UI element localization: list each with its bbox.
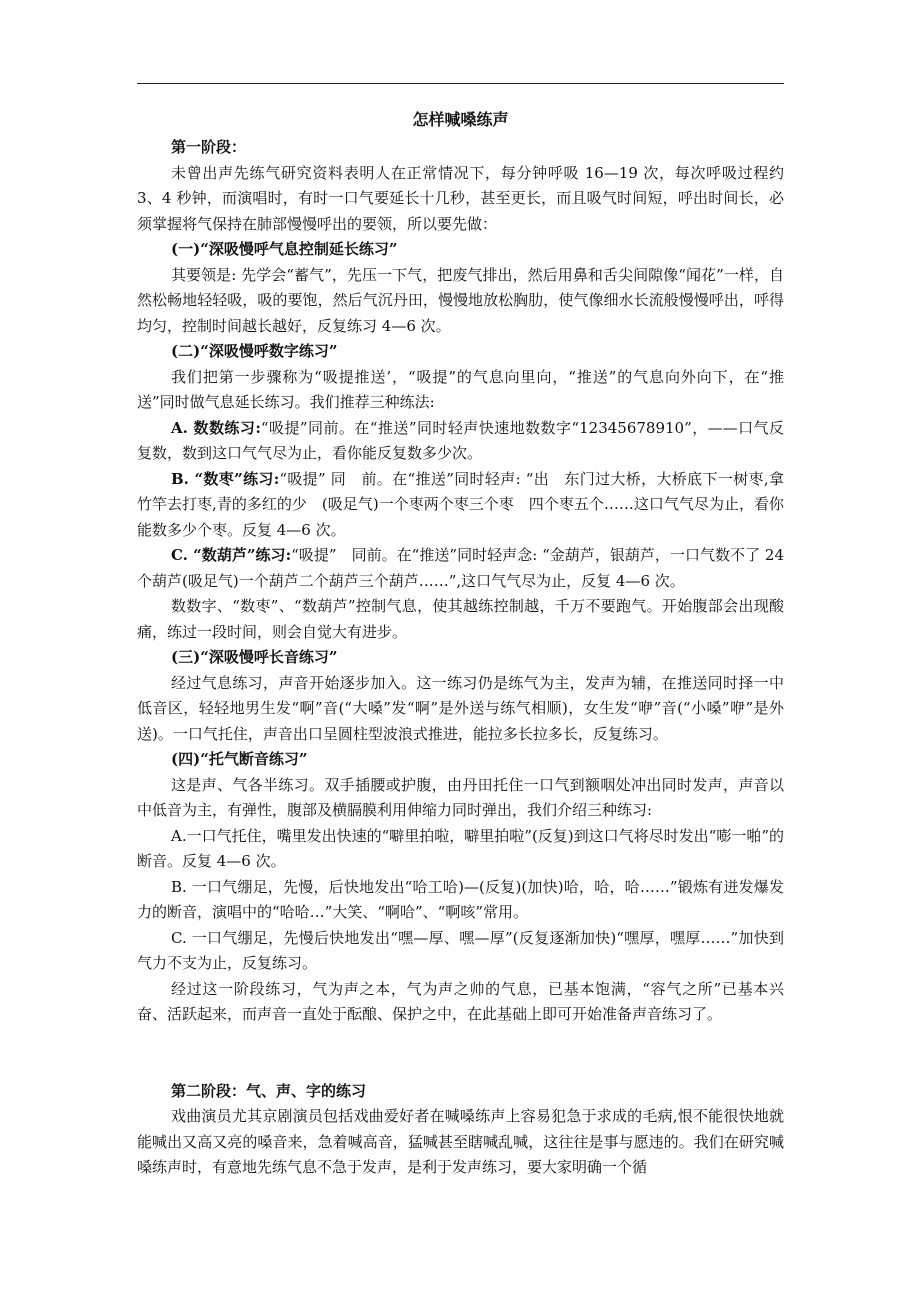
exercise-b-label: B. “数枣”练习:	[171, 469, 280, 488]
section3-body: 经过气息练习，声音开始逐步加入。这一练习仍是练气为主，发声为辅，在推送同时择一中低音区，轻轻地男生发“啊”音(“大嗓”发“啊”是外送与练气相顺)，女生发“咿”音(“小嗓”咿”是外送)。一口气托住，声音出口呈圆柱型波浪式推进，能拉多长拉多长，反复练习。	[137, 673, 784, 743]
section2-heading: (二)“深吸慢呼数字练习”	[171, 342, 338, 360]
exercise-b-paragraph	[137, 467, 784, 544]
stage1-intro: 未曾出声先练气研究资料表明人在正常情况下，每分钟呼吸 16—19 次，每次呼吸过程约 3、4 秒钟，而演唱时，有时一口气要延长十几秒，甚至更长，而且吸气时间短，呼出时间长，必须掌握将气保持在肺部慢慢呼出的要领，所以要先做：	[137, 163, 784, 233]
stage1-conclusion: 经过这一阶段练习，气为声之本，气为声之帅的气息，已基本饱满，“容气之所”已基本兴奋、活跃起来，而声音一直处于酝酿、保护之中，在此基础上即可开始准备声音练习了。	[137, 979, 784, 1023]
section4-intro: 这是声、气各半练习。双手插腰或护腹，由丹田托住一口气到额咽处冲出同时发声，声音以中低音为主，有弹性，腹部及横膈膜利用伸缩力同时弹出，我们介绍三种练习:	[137, 775, 784, 819]
section1-heading: (一)“深吸慢呼气息控制延长练习”	[171, 240, 398, 258]
document-title: 怎样喊嗓练声	[412, 110, 509, 129]
exercise-c-label: C. “数葫芦”练习:	[171, 546, 292, 564]
section4-item-c: C. 一口气绷足，先慢后快地发出“嘿—厚、嘿—厚”(反复逐渐加快)“嘿厚，嘿厚……”加快到气力不支为止，反复练习。	[137, 928, 784, 972]
exercise-a-label: A. 数数练习:	[171, 418, 261, 437]
header-rule	[137, 83, 784, 84]
stage2-body: 戏曲演员尤其京剧演员包括戏曲爱好者在喊嗓练声上容易犯急于求成的毛病,恨不能很快地就能喊出又高又亮的嗓音来，急着喊高音，猛喊甚至瞎喊乱喊，这往往是事与愿违的。我们在研究喊嗓练声时，有意地先练气息不急于发声，是利于发声练习，要大家明确一个循	[137, 1107, 784, 1176]
document-body	[137, 106, 784, 1181]
section4-item-b: B. 一口气绷足，先慢，后快地发出“哈工哈)—(反复)(加快)哈，哈，哈……”锻炼有迸发爆发力的断音，演唱中的“哈哈…”大笑、“啊哈”、“啊咳”常用。	[137, 877, 784, 921]
stage2-heading: 第二阶段：气、声、字的练习	[171, 1081, 367, 1100]
section3-heading: (三)“深吸慢呼长音练习”	[171, 648, 338, 666]
exercise-a-text: “吸提”同前。在“推送”同时轻声快速地数数字“12345678910”，——口气反复数，数到这口气气尽为止，看你能反复数多少次。	[137, 418, 784, 462]
exercise-a-paragraph	[137, 416, 784, 467]
stage1-heading: 第一阶段：	[171, 138, 247, 156]
exercise-c-paragraph	[137, 543, 784, 594]
section4-item-a: A.一口气托住，嘴里发出快速的“噼里拍啦，噼里拍啦”(反复)到这口气将尽时发出“嘭一啪”的断音。反复 4—6 次。	[137, 826, 784, 870]
section-spacer	[137, 1028, 784, 1079]
exercise-b-text: “吸提” 同 前。在“推送”同时轻声: “出 东门过大桥，大桥底下一树枣,拿竹竿去打枣,青的多红的少 (吸足气)一个枣两个枣三个枣 四个枣五个……这口气气尽为止，看你能数多少个枣。反复 4—6 次。	[137, 469, 784, 539]
section2-intro: 我们把第一步骤称为“吸提推送’，“吸提”的气息向里向，“推送”的气息向外向下，在“推送”同时做气息延长练习。我们推荐三种练法:	[137, 367, 784, 411]
section4-heading: (四)“托气断音练习”	[171, 750, 308, 768]
exercise-c-text: “吸提” 同前。在“推送”同时轻声念: “金葫芦，银葫芦，一口气数不了 24 个葫芦(吸足气)一个葫芦二个葫芦三个葫芦……”,这口气气尽为止，反复 4—6 次。	[137, 546, 784, 590]
section2-summary: 数数字、“数枣”、“数葫芦”控制气息，使其越练控制越，千万不要跑气。开始腹部会出现酸痛，练过一段时间，则会自觉大有进步。	[137, 597, 784, 641]
section1-body: 其要领是: 先学会“蓄气”，先压一下气，把废气排出，然后用鼻和舌尖间隙像“闻花”一样，自然松畅地轻轻吸，吸的要饱，然后气沉丹田，慢慢地放松胸肋，使气像细水长流般慢慢呼出，呼得均匀，控制时间越长越好，反复练习 4—6 次。	[137, 265, 784, 335]
